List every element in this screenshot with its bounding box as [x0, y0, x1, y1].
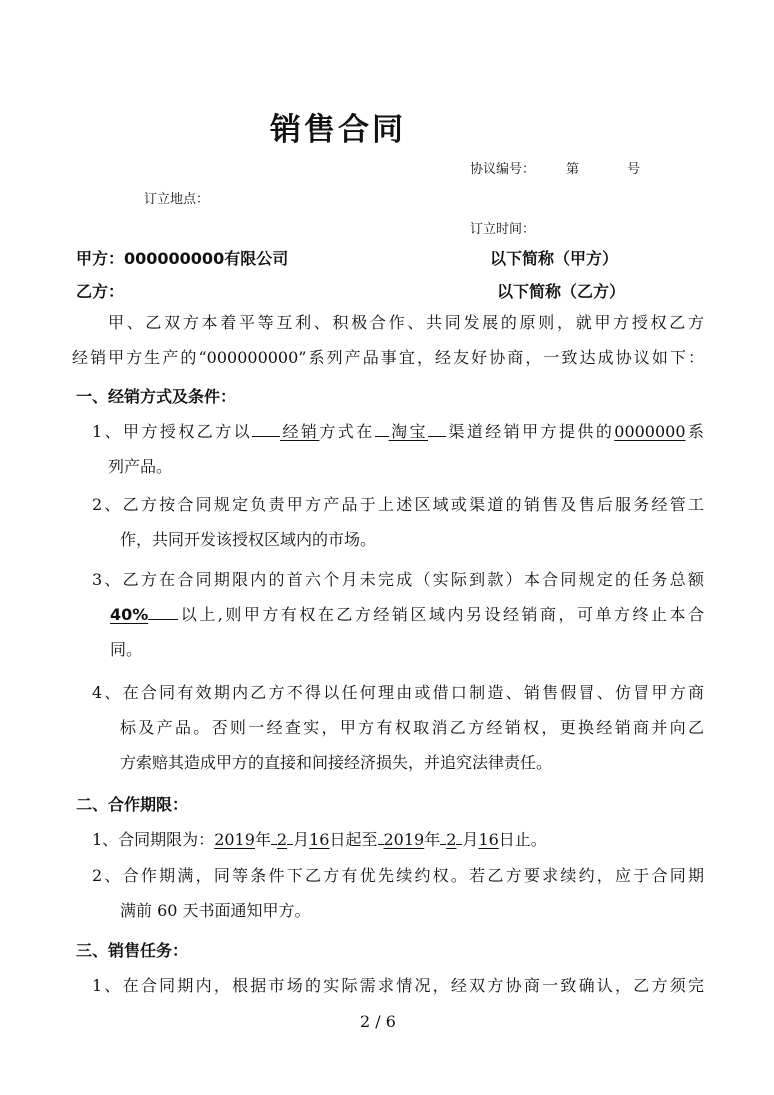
term-text-c: 日止。	[498, 830, 547, 849]
section-3-item-1	[92, 968, 704, 1003]
month-label: 月	[462, 830, 479, 849]
intro-line-2: 经销甲方生产的“000000000”系列产品事宜，经友好协商，一致达成协议如下：	[72, 348, 704, 367]
blank-underline	[252, 422, 280, 437]
item-1-text-a: 1、甲方授权乙方以	[92, 422, 253, 441]
sales-channel: 淘宝	[388, 422, 428, 441]
section-2-item-2	[92, 858, 704, 928]
section-2-item-1	[92, 822, 704, 857]
page-number: 2 / 6	[360, 1012, 396, 1031]
term-text-a: 1、合同期限为：	[92, 830, 215, 849]
item-4-line-1: 4、在合同有效期内乙方不得以任何理由或借口制造、销售假冒、仿冒甲方商	[92, 683, 704, 702]
item-1-line-2: 列产品。	[108, 457, 173, 476]
section-2-heading: 二、合作期限：	[76, 795, 189, 814]
intro-paragraph	[72, 305, 704, 375]
end-month: 2	[446, 830, 457, 849]
item-3-line-1: 3、乙方在合同期限内的首六个月未完成（实际到款）本合同规定的任务总额	[92, 570, 704, 589]
party-a: 甲方：000000000有限公司	[76, 249, 289, 268]
item-4-line-2: 标及产品。否则一经查实，甲方有权取消乙方经销权，更换经销商并向乙	[120, 718, 704, 737]
section-1-item-2	[92, 487, 704, 557]
signing-place-label: 订立地点：	[144, 192, 210, 207]
item-4-line-3: 方索赔其造成甲方的直接和间接经济损失，并追究法律责任。	[120, 753, 553, 772]
party-b-alias: 以下简称（乙方）	[497, 282, 626, 301]
month-label: 月	[293, 830, 310, 849]
agreement-number-prefix: 第	[566, 162, 580, 177]
term-item-2-line-1: 2、合作期满，同等条件下乙方有优先续约权。若乙方要求续约，应于合同期	[92, 866, 704, 885]
agreement-number-label: 协议编号：	[470, 162, 536, 177]
end-year: 2019	[383, 830, 425, 849]
start-month: 2	[276, 830, 288, 849]
intro-line-1: 甲、乙双方本着平等互利、积极合作、共同发展的原则，就甲方授权乙方	[108, 313, 704, 332]
item-3-line-2-rest: 以上,则甲方有权在乙方经销区域内另设经销商，可单方终止本合	[178, 605, 704, 624]
start-day: 16	[309, 830, 330, 849]
item-1-text-c: 渠道经销甲方提供的	[445, 422, 615, 441]
item-2-line-2: 作，共同开发该授权区域内的市场。	[120, 530, 377, 549]
blank-underline	[428, 422, 446, 437]
section-1-item-4	[92, 675, 704, 780]
section-1-item-1	[92, 414, 704, 484]
year-label: 年	[424, 830, 441, 849]
item-1-text-d: 系	[685, 422, 704, 441]
year-label: 年	[254, 830, 271, 849]
end-day: 16	[478, 830, 499, 849]
signing-time-label: 订立时间：	[470, 222, 536, 237]
product-code: 0000000	[614, 422, 686, 441]
party-b: 乙方：	[76, 282, 125, 301]
task-percent: 40%	[110, 605, 149, 624]
agreement-number-suffix: 号	[627, 162, 641, 177]
sales-mode: 经销	[280, 422, 320, 441]
item-1-text-b: 方式在	[319, 422, 375, 441]
document-title: 销售合同	[270, 112, 406, 148]
party-a-alias: 以下简称（甲方）	[490, 249, 619, 268]
section-3-heading: 三、销售任务：	[76, 941, 189, 960]
term-item-2-line-2: 满前 60 天书面通知甲方。	[120, 901, 311, 920]
task-item-1-line-1: 1、在合同期内，根据市场的实际需求情况，经双方协商一致确认，乙方须完	[92, 976, 704, 995]
section-1-item-3	[92, 562, 704, 667]
start-year: 2019	[214, 830, 255, 849]
item-2-line-1: 2、乙方按合同规定负责甲方产品于上述区域或渠道的销售及售后服务经管工	[92, 495, 704, 514]
section-1-heading: 一、经销方式及条件：	[76, 387, 237, 406]
term-text-b: 日起至	[329, 830, 378, 849]
blank-underline	[375, 422, 389, 437]
blank-underline	[148, 605, 178, 620]
item-3-line-3: 同。	[110, 640, 143, 659]
